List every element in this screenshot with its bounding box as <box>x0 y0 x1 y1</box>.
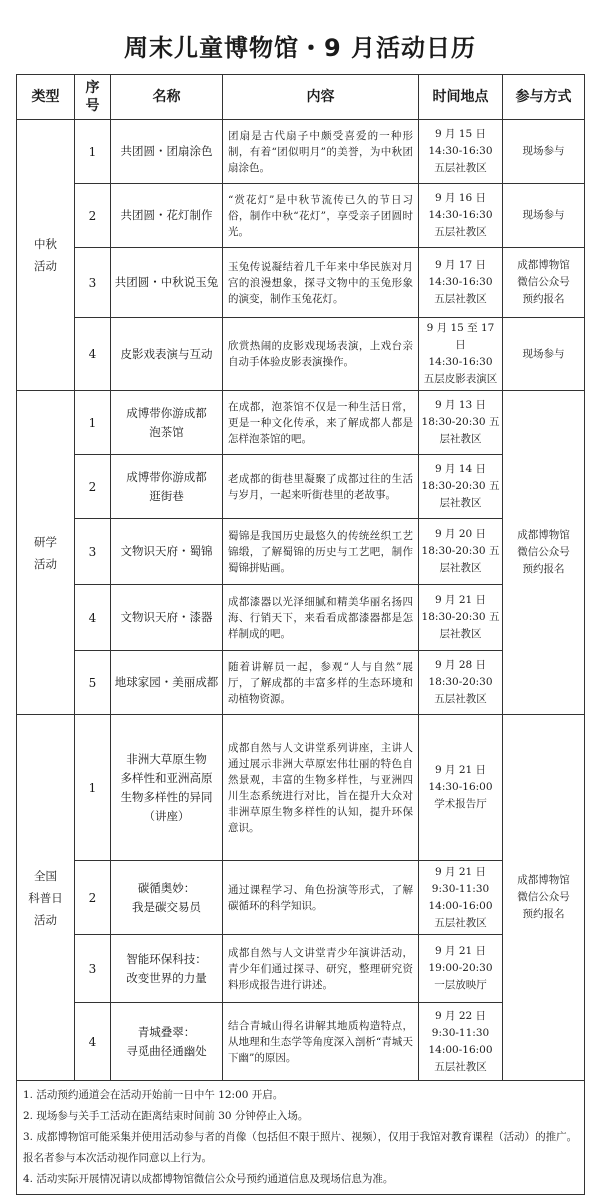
activity-name: 成博带你游成都 泡茶馆 <box>111 391 223 455</box>
seq-cell: 4 <box>75 585 111 651</box>
activity-content: 在成都，泡茶馆不仅是一种生活日常，更是一种文化传承，来了解成都人都是怎样泡茶馆的吧。 <box>223 391 419 455</box>
seq-cell: 4 <box>75 318 111 391</box>
seq-cell: 3 <box>75 935 111 1003</box>
table-row <box>17 861 585 935</box>
activity-time-place: 9 月 22 日 9:30-11:30 14:00-16:00 五层社教区 <box>419 1003 503 1081</box>
seq-cell: 2 <box>75 184 111 248</box>
header-content: 内容 <box>223 75 419 120</box>
activity-content: 玉兔传说凝结着几千年来中华民族对月宫的浪漫想象，探寻文物中的玉兔形象的演变，制作玉兔花灯。 <box>223 248 419 318</box>
note-item: 3. 成都博物馆可能采集并使用活动参与者的肖像（包括但不限于照片、视频），仅用于我馆对教育课程（活动）的推广。报名者参与本次活动视作同意以上行为。 <box>23 1131 578 1164</box>
participation-mode: 现场参与 <box>503 318 585 391</box>
seq-cell: 2 <box>75 455 111 519</box>
header-mode: 参与方式 <box>503 75 585 120</box>
seq-cell: 1 <box>75 120 111 184</box>
activity-content: 蜀锦是我国历史最悠久的传统丝织工艺锦缎，了解蜀锦的历史与工艺吧，制作蜀锦拼贴画。 <box>223 519 419 585</box>
activity-time-place: 9 月 21 日 18:30-20:30 五层社教区 <box>419 585 503 651</box>
notes-cell <box>17 1081 585 1195</box>
seq-cell: 1 <box>75 391 111 455</box>
table-row <box>17 585 585 651</box>
activity-content: 通过课程学习、角色扮演等形式，了解碳循环的科学知识。 <box>223 861 419 935</box>
header-row <box>17 75 585 120</box>
table-row <box>17 318 585 391</box>
participation-mode: 成都博物馆 微信公众号 预约报名 <box>503 715 585 1081</box>
notes-row <box>17 1081 585 1195</box>
activity-name: 青城叠翠： 寻觅曲径通幽处 <box>111 1003 223 1081</box>
activity-time-place: 9 月 15 日 14:30-16:30 五层社教区 <box>419 120 503 184</box>
seq-cell: 4 <box>75 1003 111 1081</box>
category-cell: 研学 活动 <box>17 391 75 715</box>
activity-content: 欣赏热闹的皮影戏现场表演，上戏台亲自动手体验皮影表演操作。 <box>223 318 419 391</box>
seq-cell: 5 <box>75 651 111 715</box>
table-row <box>17 715 585 861</box>
table-row <box>17 248 585 318</box>
table-row <box>17 1003 585 1081</box>
participation-mode: 现场参与 <box>503 184 585 248</box>
activity-content: 成都漆器以光泽细腻和精美华丽名扬四海、行销天下，来看看成都漆器都是怎样制成的吧。 <box>223 585 419 651</box>
seq-cell: 1 <box>75 715 111 861</box>
activity-name: 智能环保科技： 改变世界的力量 <box>111 935 223 1003</box>
table-row <box>17 391 585 455</box>
activity-name: 皮影戏表演与互动 <box>111 318 223 391</box>
page-title: 周末儿童博物馆・9 月活动日历 <box>123 34 477 62</box>
activity-name: 共团圆・团扇涂色 <box>111 120 223 184</box>
note-item: 2. 现场参与关手工活动在距离结束时间前 30 分钟停止入场。 <box>23 1110 309 1122</box>
activity-time-place: 9 月 21 日 9:30-11:30 14:00-16:00 五层社教区 <box>419 861 503 935</box>
header-name: 名称 <box>111 75 223 120</box>
table-row <box>17 651 585 715</box>
note-item: 1. 活动预约通道会在活动开始前一日中午 12:00 开启。 <box>23 1089 284 1101</box>
activity-name: 共团圆・中秋说玉兔 <box>111 248 223 318</box>
table-row <box>17 120 585 184</box>
activity-time-place: 9 月 14 日 18:30-20:30 五层社教区 <box>419 455 503 519</box>
activity-name: 地球家园・美丽成都 <box>111 651 223 715</box>
activity-content: 成都自然与人文讲堂系列讲座，主讲人通过展示非洲大草原宏伟壮丽的特色自然景观，丰富的生物多样性，与亚洲四川生态系统进行对比，旨在提升大众对非洲草原生物多样性的认知，提升环保意识。 <box>223 715 419 861</box>
schedule-table <box>16 74 585 1195</box>
activity-content: 团扇是古代扇子中颇受喜爱的一种形制，有着“团似明月”的美誉，为中秋团扇涂色。 <box>223 120 419 184</box>
activity-time-place: 9 月 15 至 17 日 14:30-16:30 五层皮影表演区 <box>419 318 503 391</box>
header-time-place: 时间地点 <box>419 75 503 120</box>
activity-name: 碳循奥妙： 我是碳交易员 <box>111 861 223 935</box>
table-row <box>17 519 585 585</box>
activity-content: 结合青城山得名讲解其地质构造特点，从地理和生态学等角度深入剖析“青城天下幽”的原因。 <box>223 1003 419 1081</box>
activity-time-place: 9 月 21 日 19:00-20:30 一层放映厅 <box>419 935 503 1003</box>
activity-name: 文物识天府・漆器 <box>111 585 223 651</box>
participation-mode: 成都博物馆 微信公众号 预约报名 <box>503 391 585 715</box>
activity-name: 非洲大草原生物 多样性和亚洲高原 生物多样性的异同 （讲座） <box>111 715 223 861</box>
activity-content: 成都自然与人文讲堂青少年演讲活动，青少年们通过探寻、研究，整理研究资料形成报告进行讲述。 <box>223 935 419 1003</box>
activity-time-place: 9 月 21 日 14:30-16:00 学术报告厅 <box>419 715 503 861</box>
table-row <box>17 184 585 248</box>
activity-name: 共团圆・花灯制作 <box>111 184 223 248</box>
header-seq: 序 号 <box>75 75 111 120</box>
participation-mode: 成都博物馆 微信公众号 预约报名 <box>503 248 585 318</box>
seq-cell: 2 <box>75 861 111 935</box>
activity-time-place: 9 月 20 日 18:30-20:30 五层社教区 <box>419 519 503 585</box>
activity-time-place: 9 月 16 日 14:30-16:30 五层社教区 <box>419 184 503 248</box>
seq-cell: 3 <box>75 248 111 318</box>
activity-time-place: 9 月 13 日 18:30-20:30 五 层社教区 <box>419 391 503 455</box>
activity-name: 文物识天府・蜀锦 <box>111 519 223 585</box>
note-item: 4. 活动实际开展情况请以成都博物馆微信公众号预约通道信息及现场信息为准。 <box>23 1173 394 1185</box>
category-cell: 全国 科普日 活动 <box>17 715 75 1081</box>
table-row <box>17 935 585 1003</box>
activity-name: 成博带你游成都 逛街巷 <box>111 455 223 519</box>
header-type: 类型 <box>17 75 75 120</box>
participation-mode: 现场参与 <box>503 120 585 184</box>
activity-time-place: 9 月 17 日 14:30-16:30 五层社教区 <box>419 248 503 318</box>
category-cell: 中秋 活动 <box>17 120 75 391</box>
activity-content: “赏花灯”是中秋节流传已久的节日习俗，制作中秋“花灯”，享受亲子团圆时光。 <box>223 184 419 248</box>
activity-time-place: 9 月 28 日 18:30-20:30 五层社教区 <box>419 651 503 715</box>
table-row <box>17 455 585 519</box>
activity-content: 随着讲解员一起，参观“人与自然”展厅，了解成都的丰富多样的生态环境和动植物资源。 <box>223 651 419 715</box>
seq-cell: 3 <box>75 519 111 585</box>
activity-content: 老成都的街巷里凝聚了成都过往的生活与岁月，一起来听街巷里的老故事。 <box>223 455 419 519</box>
